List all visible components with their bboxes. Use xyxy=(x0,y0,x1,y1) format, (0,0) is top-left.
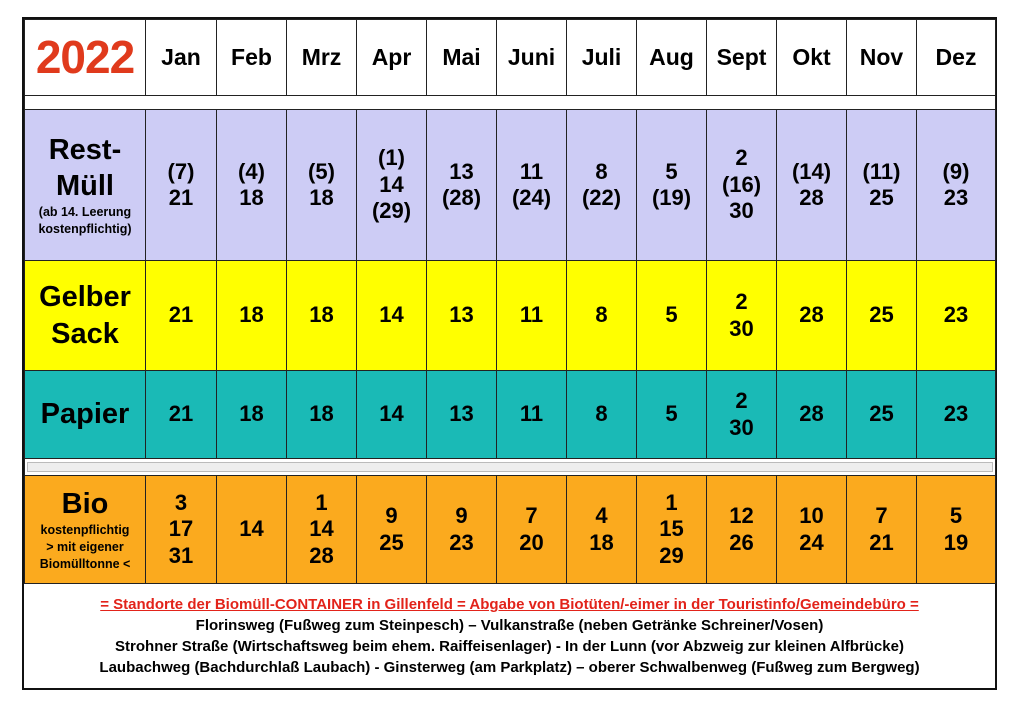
date-value: 23 xyxy=(943,401,969,427)
header-row xyxy=(25,20,996,96)
gelber-sack-title-2: Sack xyxy=(51,317,119,350)
date-value: 8 xyxy=(595,401,608,427)
date-value: (29) xyxy=(371,198,412,224)
date-value: 13 xyxy=(449,401,474,427)
date-value: 9 xyxy=(385,503,398,529)
rest-cell xyxy=(427,110,497,261)
bio-cell xyxy=(917,476,996,584)
date-value: 13 xyxy=(449,158,474,184)
date-value: 25 xyxy=(379,529,404,555)
date-value: 15 xyxy=(659,516,684,542)
gelb-cell xyxy=(847,261,917,371)
gelb-cell xyxy=(777,261,847,371)
date-value: 2 xyxy=(735,145,748,171)
date-value: 18 xyxy=(589,529,614,555)
bio-cell xyxy=(567,476,637,584)
date-value: 11 xyxy=(519,302,544,328)
restmuell-note-2: kostenpflichtig) xyxy=(38,222,132,237)
date-value: 28 xyxy=(799,401,824,427)
date-value: 21 xyxy=(168,185,194,210)
date-value: 18 xyxy=(309,302,334,328)
notes-line-1: Florinsweg (Fußweg zum Steinpesch) – Vulkanstraße (neben Getränke Schreiner/Vosen) xyxy=(195,617,824,634)
bio-cell xyxy=(287,476,357,584)
date-value: (1) xyxy=(378,145,405,171)
date-value: 7 xyxy=(525,503,538,529)
date-value: 28 xyxy=(799,302,824,328)
date-value: 30 xyxy=(729,315,754,341)
date-value: 2 xyxy=(735,388,748,414)
bio-note-1: kostenpflichtig xyxy=(40,523,130,538)
date-value: (28) xyxy=(441,185,482,210)
papier-cell xyxy=(497,371,567,459)
date-value: 28 xyxy=(309,542,334,568)
date-value: 9 xyxy=(455,503,468,529)
gelber-sack-title-1: Gelber xyxy=(39,281,131,314)
date-value: 26 xyxy=(729,529,754,555)
date-value: 8 xyxy=(595,158,608,184)
gelb-cell xyxy=(427,261,497,371)
date-value: 14 xyxy=(379,171,404,197)
restmuell-label xyxy=(25,110,146,261)
papier-cell xyxy=(637,371,707,459)
gelber-sack-label xyxy=(25,261,146,371)
papier-title: Papier xyxy=(40,398,130,431)
date-value: (9) xyxy=(942,158,970,184)
bio-cell xyxy=(637,476,707,584)
papier-cell xyxy=(287,371,357,459)
bio-cell xyxy=(146,476,217,584)
gelb-cell xyxy=(567,261,637,371)
date-value: 30 xyxy=(729,414,754,440)
date-value: 18 xyxy=(239,302,264,328)
month-header: Sept xyxy=(707,20,777,96)
date-value: 4 xyxy=(595,503,608,529)
rest-cell xyxy=(917,110,996,261)
date-value: 5 xyxy=(949,503,963,529)
gelb-cell xyxy=(287,261,357,371)
date-value: 11 xyxy=(519,401,544,427)
date-value: 21 xyxy=(869,529,894,555)
date-value: 23 xyxy=(449,529,474,555)
month-header: Mrz xyxy=(287,20,357,96)
gelb-cell xyxy=(217,261,287,371)
rest-cell xyxy=(357,110,427,261)
gelb-cell xyxy=(707,261,777,371)
date-value: (5) xyxy=(308,158,335,184)
date-value: (22) xyxy=(581,185,622,210)
notes-line-3: Laubachweg (Bachdurchlaß Laubach) - Ginsterweg (am Parkplatz) – oberer Schwalbenweg (Fußweg zum Bergweg) xyxy=(99,659,920,676)
date-value: 11 xyxy=(519,158,544,184)
gelb-cell xyxy=(637,261,707,371)
date-value: 10 xyxy=(799,503,824,529)
date-value: 5 xyxy=(665,158,678,184)
papier-cell xyxy=(567,371,637,459)
date-value: 18 xyxy=(309,401,334,427)
notes-line-2: Strohner Straße (Wirtschaftsweg beim ehem. Raiffeisenlager) - In der Lunn (vor Abzweig zur kleinen Alfbrücke) xyxy=(115,638,904,655)
date-value: (16) xyxy=(721,171,762,197)
date-value: 28 xyxy=(799,185,824,210)
date-value: 5 xyxy=(665,401,678,427)
date-value: 25 xyxy=(869,401,894,427)
bio-cell xyxy=(427,476,497,584)
date-value: 17 xyxy=(168,516,194,542)
notes-headline: = Standorte der Biomüll-CONTAINER in Gillenfeld = Abgabe von Biotüten/-eimer in der Touristinfo/Gemeindebüro = xyxy=(100,596,919,613)
date-value: 14 xyxy=(379,302,404,328)
separator-bar xyxy=(27,462,993,472)
month-header: Jan xyxy=(146,20,217,96)
month-header: Feb xyxy=(217,20,287,96)
date-value: (11) xyxy=(862,158,901,184)
date-value: 21 xyxy=(168,302,194,328)
papier-cell xyxy=(427,371,497,459)
date-value: 2 xyxy=(735,289,748,315)
date-value: 19 xyxy=(943,529,969,555)
date-value: (19) xyxy=(651,185,692,210)
date-value: 25 xyxy=(869,185,894,210)
date-value: 29 xyxy=(659,542,684,568)
gelb-cell xyxy=(357,261,427,371)
bio-cell xyxy=(707,476,777,584)
date-value: 8 xyxy=(595,302,608,328)
restmuell-title-2: Müll xyxy=(56,170,114,203)
container-locations-notes xyxy=(24,594,995,678)
date-value: 18 xyxy=(239,185,264,210)
rest-cell xyxy=(146,110,217,261)
rest-cell xyxy=(217,110,287,261)
date-value: 3 xyxy=(174,489,188,515)
rest-cell xyxy=(637,110,707,261)
papier-cell xyxy=(707,371,777,459)
month-header: Apr xyxy=(357,20,427,96)
date-value: (4) xyxy=(238,158,265,184)
month-header: Aug xyxy=(637,20,707,96)
date-value: 24 xyxy=(799,529,824,555)
collection-schedule-table xyxy=(24,19,996,584)
rest-cell xyxy=(497,110,567,261)
calendar-sheet xyxy=(22,17,997,690)
date-value: 23 xyxy=(943,302,969,328)
bio-note-3: Biomülltonne < xyxy=(39,557,131,572)
date-value: 30 xyxy=(729,198,754,224)
month-header: Juli xyxy=(567,20,637,96)
papier-cell xyxy=(146,371,217,459)
gelb-cell xyxy=(146,261,217,371)
date-value: 5 xyxy=(665,302,678,328)
date-value: 23 xyxy=(943,185,969,210)
bio-note-2: > mit eigener xyxy=(46,540,124,555)
date-value: 13 xyxy=(449,302,474,328)
bio-cell xyxy=(497,476,567,584)
date-value: (7) xyxy=(167,158,195,184)
rest-cell xyxy=(287,110,357,261)
papier-cell xyxy=(847,371,917,459)
papier-cell xyxy=(217,371,287,459)
bio-label xyxy=(25,476,146,584)
rest-cell xyxy=(567,110,637,261)
bio-cell xyxy=(357,476,427,584)
bio-cell xyxy=(217,476,287,584)
year-label: 2022 xyxy=(25,20,146,96)
papier-cell xyxy=(917,371,996,459)
gelber-sack-row xyxy=(25,261,996,371)
date-value: 14 xyxy=(239,516,264,542)
date-value: 21 xyxy=(168,401,194,427)
date-value: 25 xyxy=(869,302,894,328)
date-value: 1 xyxy=(665,489,678,515)
papier-cell xyxy=(777,371,847,459)
month-header: Okt xyxy=(777,20,847,96)
separator-row xyxy=(25,459,996,476)
gelb-cell xyxy=(917,261,996,371)
papier-cell xyxy=(357,371,427,459)
month-header: Dez xyxy=(917,20,996,96)
date-value: 14 xyxy=(309,516,334,542)
bio-title: Bio xyxy=(61,488,109,521)
restmuell-title-1: Rest- xyxy=(48,133,122,166)
restmuell-note-1: (ab 14. Leerung xyxy=(38,205,132,220)
papier-row xyxy=(25,371,996,459)
month-header: Mai xyxy=(427,20,497,96)
date-value: 14 xyxy=(379,401,404,427)
rest-cell xyxy=(847,110,917,261)
bio-cell xyxy=(847,476,917,584)
date-value: (24) xyxy=(511,185,552,210)
rest-cell xyxy=(707,110,777,261)
date-value: 12 xyxy=(729,503,754,529)
date-value: 18 xyxy=(309,185,334,210)
month-header: Juni xyxy=(497,20,567,96)
restmuell-row xyxy=(25,110,996,261)
papier-label xyxy=(25,371,146,459)
date-value: 18 xyxy=(239,401,264,427)
date-value: 31 xyxy=(168,542,194,568)
bio-cell xyxy=(777,476,847,584)
rest-cell xyxy=(777,110,847,261)
spacer-row xyxy=(25,96,996,110)
bio-row xyxy=(25,476,996,584)
gelb-cell xyxy=(497,261,567,371)
date-value: 7 xyxy=(875,503,888,529)
date-value: (14) xyxy=(791,158,832,184)
date-value: 1 xyxy=(315,489,328,515)
month-header: Nov xyxy=(847,20,917,96)
date-value: 20 xyxy=(519,529,544,555)
